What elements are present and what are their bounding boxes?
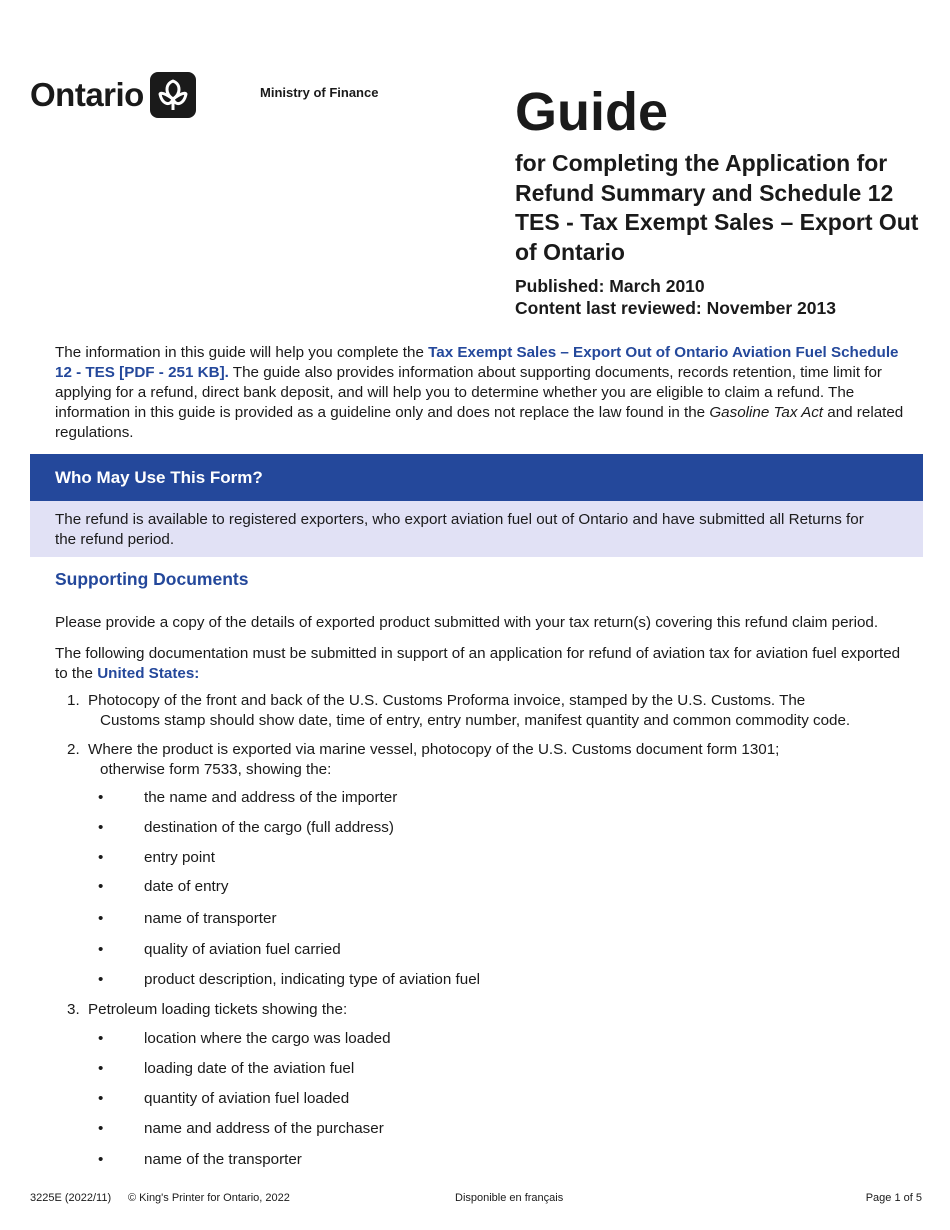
page-title: Guide [515, 82, 669, 142]
list-number: 3. [67, 1001, 80, 1018]
bullet-icon: • [98, 1120, 104, 1137]
bullet-item: • destination of the cargo (full address) [98, 819, 394, 836]
bullet-item: • the name and address of the importer [98, 789, 398, 806]
footer-french-link[interactable]: Disponible en français [455, 1192, 564, 1204]
intro-text-middle: The guide also provides information about supporting documents, records retention, time limit for applying for a refund, direct bank deposit, and will help you to determine whether you are eligible to claim a refund. The information in this guide is provided as a guideline only and does not replace the law found in the [55, 364, 882, 421]
intro-text-start: The information in this guide will help you complete the [55, 344, 429, 361]
bullet-icon: • [98, 1030, 104, 1047]
bullet-item: • name of transporter [98, 910, 277, 927]
logo-wordmark: Ontario [30, 76, 144, 113]
bullet-item: • date of entry [98, 878, 229, 895]
list-item-continuation: Customs stamp should show date, time of entry, entry number, manifest quantity and common commodity code. [100, 712, 851, 729]
bullet-icon: • [98, 878, 104, 895]
list-item-1 [67, 691, 927, 731]
bullet-icon: • [98, 1151, 104, 1168]
supporting-para-2-text: The following documentation must be submitted in support of an application for refund of aviation tax for aviation fuel exported to the [55, 645, 901, 682]
list-number: 1. [67, 692, 80, 709]
bullet-item: • product description, indicating type of aviation fuel [98, 971, 481, 988]
list-item-continuation: otherwise form 7533, showing the: [100, 761, 332, 778]
bullet-icon: • [98, 941, 104, 958]
bullet-icon: • [98, 849, 104, 866]
bullet-item: • quality of aviation fuel carried [98, 941, 341, 958]
who-may-use-text: The refund is available to registered exporters, who export aviation fuel out of Ontario and have submitted all Returns for the refund period. [30, 501, 923, 557]
schedule-12-link[interactable]: Tax Exempt Sales – Export Out of Ontario Aviation Fuel Schedule 12 - TES [PDF - 251 KB]. [55, 344, 899, 381]
list-item-text: Photocopy of the front and back of the U.S. Customs Proforma invoice, stamped by the U.S. Customs. The [88, 692, 806, 709]
act-name: Gasoline Tax Act [709, 404, 824, 421]
bullet-item: • location where the cargo was loaded [98, 1030, 391, 1047]
list-number: 2. [67, 741, 80, 758]
bullet-icon: • [98, 1060, 104, 1077]
ontario-logo [30, 72, 196, 118]
ministry-name: Ministry of Finance [260, 85, 379, 100]
list-item-text: Where the product is exported via marine vessel, photocopy of the U.S. Customs document form 1301; [88, 741, 780, 758]
published-date: Published: March 2010 [515, 276, 705, 296]
bullet-item: • name and address of the purchaser [98, 1120, 384, 1137]
bullet-icon: • [98, 789, 104, 806]
supporting-documents-heading: Supporting Documents [55, 569, 249, 589]
supporting-para-2 [55, 644, 915, 684]
list-item-3 [67, 1000, 927, 1020]
footer-page-number: Page 1 of 5 [865, 1192, 922, 1204]
footer-copyright: © King's Printer for Ontario, 2022 [128, 1192, 290, 1204]
united-states-link[interactable]: United States: [97, 665, 200, 682]
intro-paragraph [55, 343, 915, 443]
bullet-item: • entry point [98, 849, 215, 866]
bullet-item: • loading date of the aviation fuel [98, 1060, 355, 1077]
bullet-icon: • [98, 971, 104, 988]
intro-text-end: and related regulations. [55, 404, 904, 441]
bullet-icon: • [98, 819, 104, 836]
footer-form-code: 3225E (2022/11) [30, 1192, 112, 1204]
bullet-item: • quantity of aviation fuel loaded [98, 1090, 350, 1107]
bullet-item: • name of the transporter [98, 1151, 302, 1168]
who-may-use-heading: Who May Use This Form? [30, 454, 923, 501]
bullet-icon: • [98, 910, 104, 927]
page-subtitle: for Completing the Application for Refund Summary and Schedule 12 TES - Tax Exempt Sales – Export Out of Ontario [515, 150, 919, 265]
list-item-2 [67, 740, 927, 780]
trillium-logo-icon [150, 72, 196, 118]
bullet-icon: • [98, 1090, 104, 1107]
reviewed-date: Content last reviewed: November 2013 [515, 298, 836, 318]
supporting-para-1: Please provide a copy of the details of exported product submitted with your tax return(s) covering this refund claim period. [55, 614, 879, 631]
list-item-text: Petroleum loading tickets showing the: [88, 1001, 348, 1018]
